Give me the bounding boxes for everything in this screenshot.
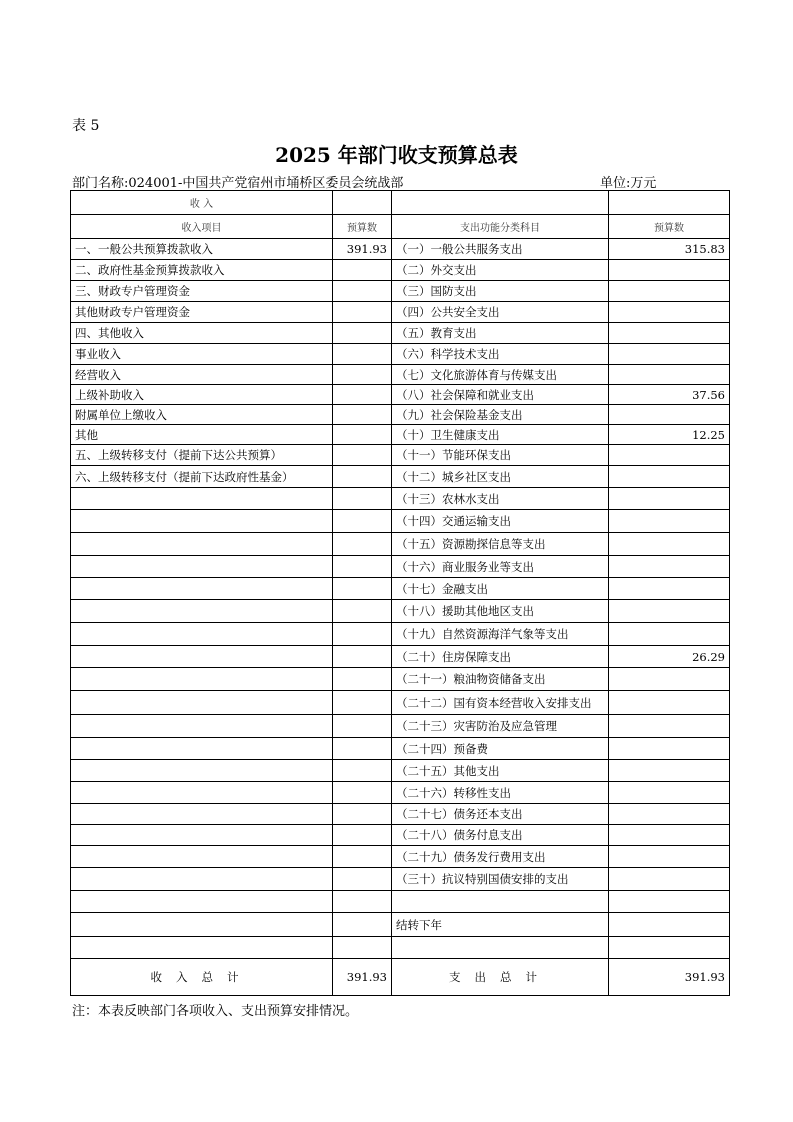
table-row xyxy=(71,825,730,846)
table-row xyxy=(71,846,730,868)
income-amount-cell xyxy=(333,344,392,365)
table-row xyxy=(71,239,730,260)
income-item-cell xyxy=(71,578,333,600)
expense-amount-cell xyxy=(609,600,730,623)
expense-amount-cell: 315.83 xyxy=(609,239,730,260)
income-item-cell: 四、其他收入 xyxy=(71,323,333,344)
income-item-cell: 二、政府性基金预算拨款收入 xyxy=(71,260,333,281)
table-row xyxy=(71,623,730,646)
table-row xyxy=(71,466,730,488)
expense-item-cell: （十三）农林水支出 xyxy=(392,488,609,510)
expense-amount-cell xyxy=(609,715,730,738)
expense-amount-cell xyxy=(609,533,730,556)
income-item-cell: 附属单位上缴收入 xyxy=(71,405,333,425)
income-amount-cell xyxy=(333,646,392,668)
income-amount-cell xyxy=(333,578,392,600)
table-row xyxy=(71,488,730,510)
expense-amount-cell xyxy=(609,868,730,891)
table-row xyxy=(71,646,730,668)
expense-item-cell: （九）社会保险基金支出 xyxy=(392,405,609,425)
expense-amount-cell xyxy=(609,578,730,600)
expense-item-cell: （二十五）其他支出 xyxy=(392,760,609,782)
expense-amount-cell xyxy=(609,846,730,868)
expense-item-cell: （二十七）债务还本支出 xyxy=(392,804,609,825)
expense-amount-cell xyxy=(609,466,730,488)
income-item-cell xyxy=(71,556,333,578)
income-item-cell: 六、上级转移支付（提前下达政府性基金） xyxy=(71,466,333,488)
expense-item-cell: （八）社会保障和就业支出 xyxy=(392,385,609,405)
expense-item-cell: （三）国防支出 xyxy=(392,281,609,302)
expense-item-cell: （十九）自然资源海洋气象等支出 xyxy=(392,623,609,646)
expense-item-cell: （二十九）债务发行费用支出 xyxy=(392,846,609,868)
expense-amount-cell xyxy=(609,281,730,302)
expense-amount-cell xyxy=(609,668,730,691)
income-item-cell xyxy=(71,691,333,715)
budget-summary-table xyxy=(70,190,730,996)
table-row xyxy=(71,281,730,302)
expense-total-label: 支出总计 xyxy=(392,959,609,996)
expense-amount-cell xyxy=(609,556,730,578)
income-item-cell xyxy=(71,913,333,937)
expense-amount-cell xyxy=(609,488,730,510)
totals-row xyxy=(71,959,730,996)
expense-amount-cell: 37.56 xyxy=(609,385,730,405)
expense-amount-cell xyxy=(609,760,730,782)
expense-item-cell: （二十六）转移性支出 xyxy=(392,782,609,804)
department-name: 部门名称:024001-中国共产党宿州市埇桥区委员会统战部 xyxy=(72,176,404,191)
income-amount-cell xyxy=(333,804,392,825)
expense-item-cell: （二十四）预备费 xyxy=(392,738,609,760)
page-title: 2025 年部门收支预算总表 xyxy=(275,143,518,167)
table-row xyxy=(71,323,730,344)
income-amount-cell xyxy=(333,533,392,556)
table-row xyxy=(71,868,730,891)
income-amount-cell xyxy=(333,691,392,715)
income-item-cell xyxy=(71,533,333,556)
expense-amount-cell xyxy=(609,302,730,323)
expense-item-cell: （三十）抗议特别国债安排的支出 xyxy=(392,868,609,891)
expense-amount-cell xyxy=(609,937,730,959)
expense-item-cell: （二）外交支出 xyxy=(392,260,609,281)
expense-item-cell: （十六）商业服务业等支出 xyxy=(392,556,609,578)
table-row xyxy=(71,425,730,445)
income-item-cell: 一、一般公共预算拨款收入 xyxy=(71,239,333,260)
expense-amount-cell xyxy=(609,344,730,365)
income-item-cell xyxy=(71,668,333,691)
table-row xyxy=(71,937,730,959)
income-item-cell xyxy=(71,825,333,846)
income-amount-cell xyxy=(333,738,392,760)
table-row xyxy=(71,302,730,323)
table-row xyxy=(71,344,730,365)
expense-amount-cell xyxy=(609,804,730,825)
income-amount-cell xyxy=(333,556,392,578)
expense-item-cell: （二十八）债务付息支出 xyxy=(392,825,609,846)
blank-header-cell xyxy=(392,191,609,215)
income-item-cell: 其他财政专户管理资金 xyxy=(71,302,333,323)
income-amount-cell xyxy=(333,891,392,913)
income-amount-cell xyxy=(333,466,392,488)
income-item-cell xyxy=(71,868,333,891)
table-row xyxy=(71,445,730,466)
income-amount-cell xyxy=(333,365,392,385)
income-amount-cell xyxy=(333,302,392,323)
income-item-cell xyxy=(71,646,333,668)
expense-amount-header: 预算数 xyxy=(609,215,730,239)
income-group-header: 收 入 xyxy=(71,191,333,215)
expense-item-cell: （二十二）国有资本经营收入安排支出 xyxy=(392,691,609,715)
expense-amount-cell xyxy=(609,510,730,533)
income-amount-cell xyxy=(333,782,392,804)
table-row xyxy=(71,738,730,760)
table-row xyxy=(71,365,730,385)
expense-item-cell: （十四）交通运输支出 xyxy=(392,510,609,533)
income-item-cell xyxy=(71,738,333,760)
income-amount-cell xyxy=(333,846,392,868)
table-row xyxy=(71,668,730,691)
income-item-cell xyxy=(71,715,333,738)
expense-amount-cell xyxy=(609,913,730,937)
table-row xyxy=(71,715,730,738)
income-amount-cell xyxy=(333,868,392,891)
expense-amount-cell xyxy=(609,825,730,846)
expense-item-cell: （十八）援助其他地区支出 xyxy=(392,600,609,623)
table-row xyxy=(71,578,730,600)
expense-item-header: 支出功能分类科目 xyxy=(392,215,609,239)
table-row xyxy=(71,510,730,533)
expense-amount-cell xyxy=(609,260,730,281)
income-amount-cell xyxy=(333,825,392,846)
table-row xyxy=(71,782,730,804)
expense-item-cell: （五）教育支出 xyxy=(392,323,609,344)
income-amount-cell xyxy=(333,623,392,646)
expense-amount-cell xyxy=(609,445,730,466)
income-amount-cell xyxy=(333,260,392,281)
income-item-cell: 经营收入 xyxy=(71,365,333,385)
table-row xyxy=(71,385,730,405)
blank-header-cell xyxy=(609,191,730,215)
expense-item-cell: 结转下年 xyxy=(392,913,609,937)
income-item-cell xyxy=(71,600,333,623)
expense-item-cell xyxy=(392,891,609,913)
income-item-cell xyxy=(71,510,333,533)
income-amount-cell xyxy=(333,760,392,782)
expense-amount-cell xyxy=(609,891,730,913)
expense-amount-cell xyxy=(609,738,730,760)
income-item-cell xyxy=(71,760,333,782)
expense-item-cell: （二十）住房保障支出 xyxy=(392,646,609,668)
expense-amount-cell xyxy=(609,323,730,344)
income-amount-cell xyxy=(333,385,392,405)
expense-item-cell: （六）科学技术支出 xyxy=(392,344,609,365)
expense-item-cell: （十二）城乡社区支出 xyxy=(392,466,609,488)
income-amount-cell xyxy=(333,510,392,533)
expense-amount-cell xyxy=(609,405,730,425)
expense-item-cell xyxy=(392,937,609,959)
expense-amount-cell xyxy=(609,691,730,715)
table-row xyxy=(71,260,730,281)
expense-item-cell: （二十三）灾害防治及应急管理 xyxy=(392,715,609,738)
expense-item-cell: （十一）节能环保支出 xyxy=(392,445,609,466)
income-item-cell xyxy=(71,782,333,804)
expense-item-cell: （十）卫生健康支出 xyxy=(392,425,609,445)
income-item-cell xyxy=(71,623,333,646)
table-row xyxy=(71,804,730,825)
table-label: 表 5 xyxy=(72,118,100,134)
income-item-cell: 其他 xyxy=(71,425,333,445)
expense-item-cell: （四）公共安全支出 xyxy=(392,302,609,323)
income-amount-cell xyxy=(333,281,392,302)
income-amount-cell xyxy=(333,715,392,738)
income-total-label: 收入总计 xyxy=(71,959,333,996)
unit-label: 单位:万元 xyxy=(600,176,657,191)
expense-amount-cell xyxy=(609,623,730,646)
header-row-group xyxy=(71,191,730,215)
table-footnote: 注：本表反映部门各项收入、支出预算安排情况。 xyxy=(72,1004,359,1019)
income-item-header: 收入项目 xyxy=(71,215,333,239)
income-amount-cell: 391.93 xyxy=(333,239,392,260)
expense-item-cell: （一）一般公共服务支出 xyxy=(392,239,609,260)
expense-amount-cell: 26.29 xyxy=(609,646,730,668)
table-row xyxy=(71,556,730,578)
expense-item-cell: （七）文化旅游体育与传媒支出 xyxy=(392,365,609,385)
expense-amount-cell: 12.25 xyxy=(609,425,730,445)
table-row xyxy=(71,891,730,913)
income-item-cell: 三、财政专户管理资金 xyxy=(71,281,333,302)
income-amount-cell xyxy=(333,600,392,623)
blank-header-cell xyxy=(333,191,392,215)
expense-item-cell: （十五）资源勘探信息等支出 xyxy=(392,533,609,556)
income-item-cell xyxy=(71,488,333,510)
income-amount-cell xyxy=(333,425,392,445)
table-row xyxy=(71,533,730,556)
expense-item-cell: （二十一）粮油物资储备支出 xyxy=(392,668,609,691)
table-row xyxy=(71,913,730,937)
income-amount-cell xyxy=(333,405,392,425)
expense-amount-cell xyxy=(609,365,730,385)
table-row xyxy=(71,691,730,715)
income-item-cell: 事业收入 xyxy=(71,344,333,365)
income-amount-cell xyxy=(333,445,392,466)
table-row xyxy=(71,600,730,623)
income-amount-cell xyxy=(333,323,392,344)
expense-item-cell: （十七）金融支出 xyxy=(392,578,609,600)
income-item-cell: 五、上级转移支付（提前下达公共预算） xyxy=(71,445,333,466)
income-amount-cell xyxy=(333,668,392,691)
income-item-cell xyxy=(71,937,333,959)
table-row xyxy=(71,760,730,782)
income-amount-cell xyxy=(333,913,392,937)
income-item-cell: 上级补助收入 xyxy=(71,385,333,405)
income-total-amount: 391.93 xyxy=(333,959,392,996)
header-row-columns xyxy=(71,215,730,239)
income-amount-header: 预算数 xyxy=(333,215,392,239)
income-amount-cell xyxy=(333,937,392,959)
income-amount-cell xyxy=(333,488,392,510)
income-item-cell xyxy=(71,846,333,868)
table-row xyxy=(71,405,730,425)
expense-amount-cell xyxy=(609,782,730,804)
income-item-cell xyxy=(71,891,333,913)
expense-total-amount: 391.93 xyxy=(609,959,730,996)
income-item-cell xyxy=(71,804,333,825)
